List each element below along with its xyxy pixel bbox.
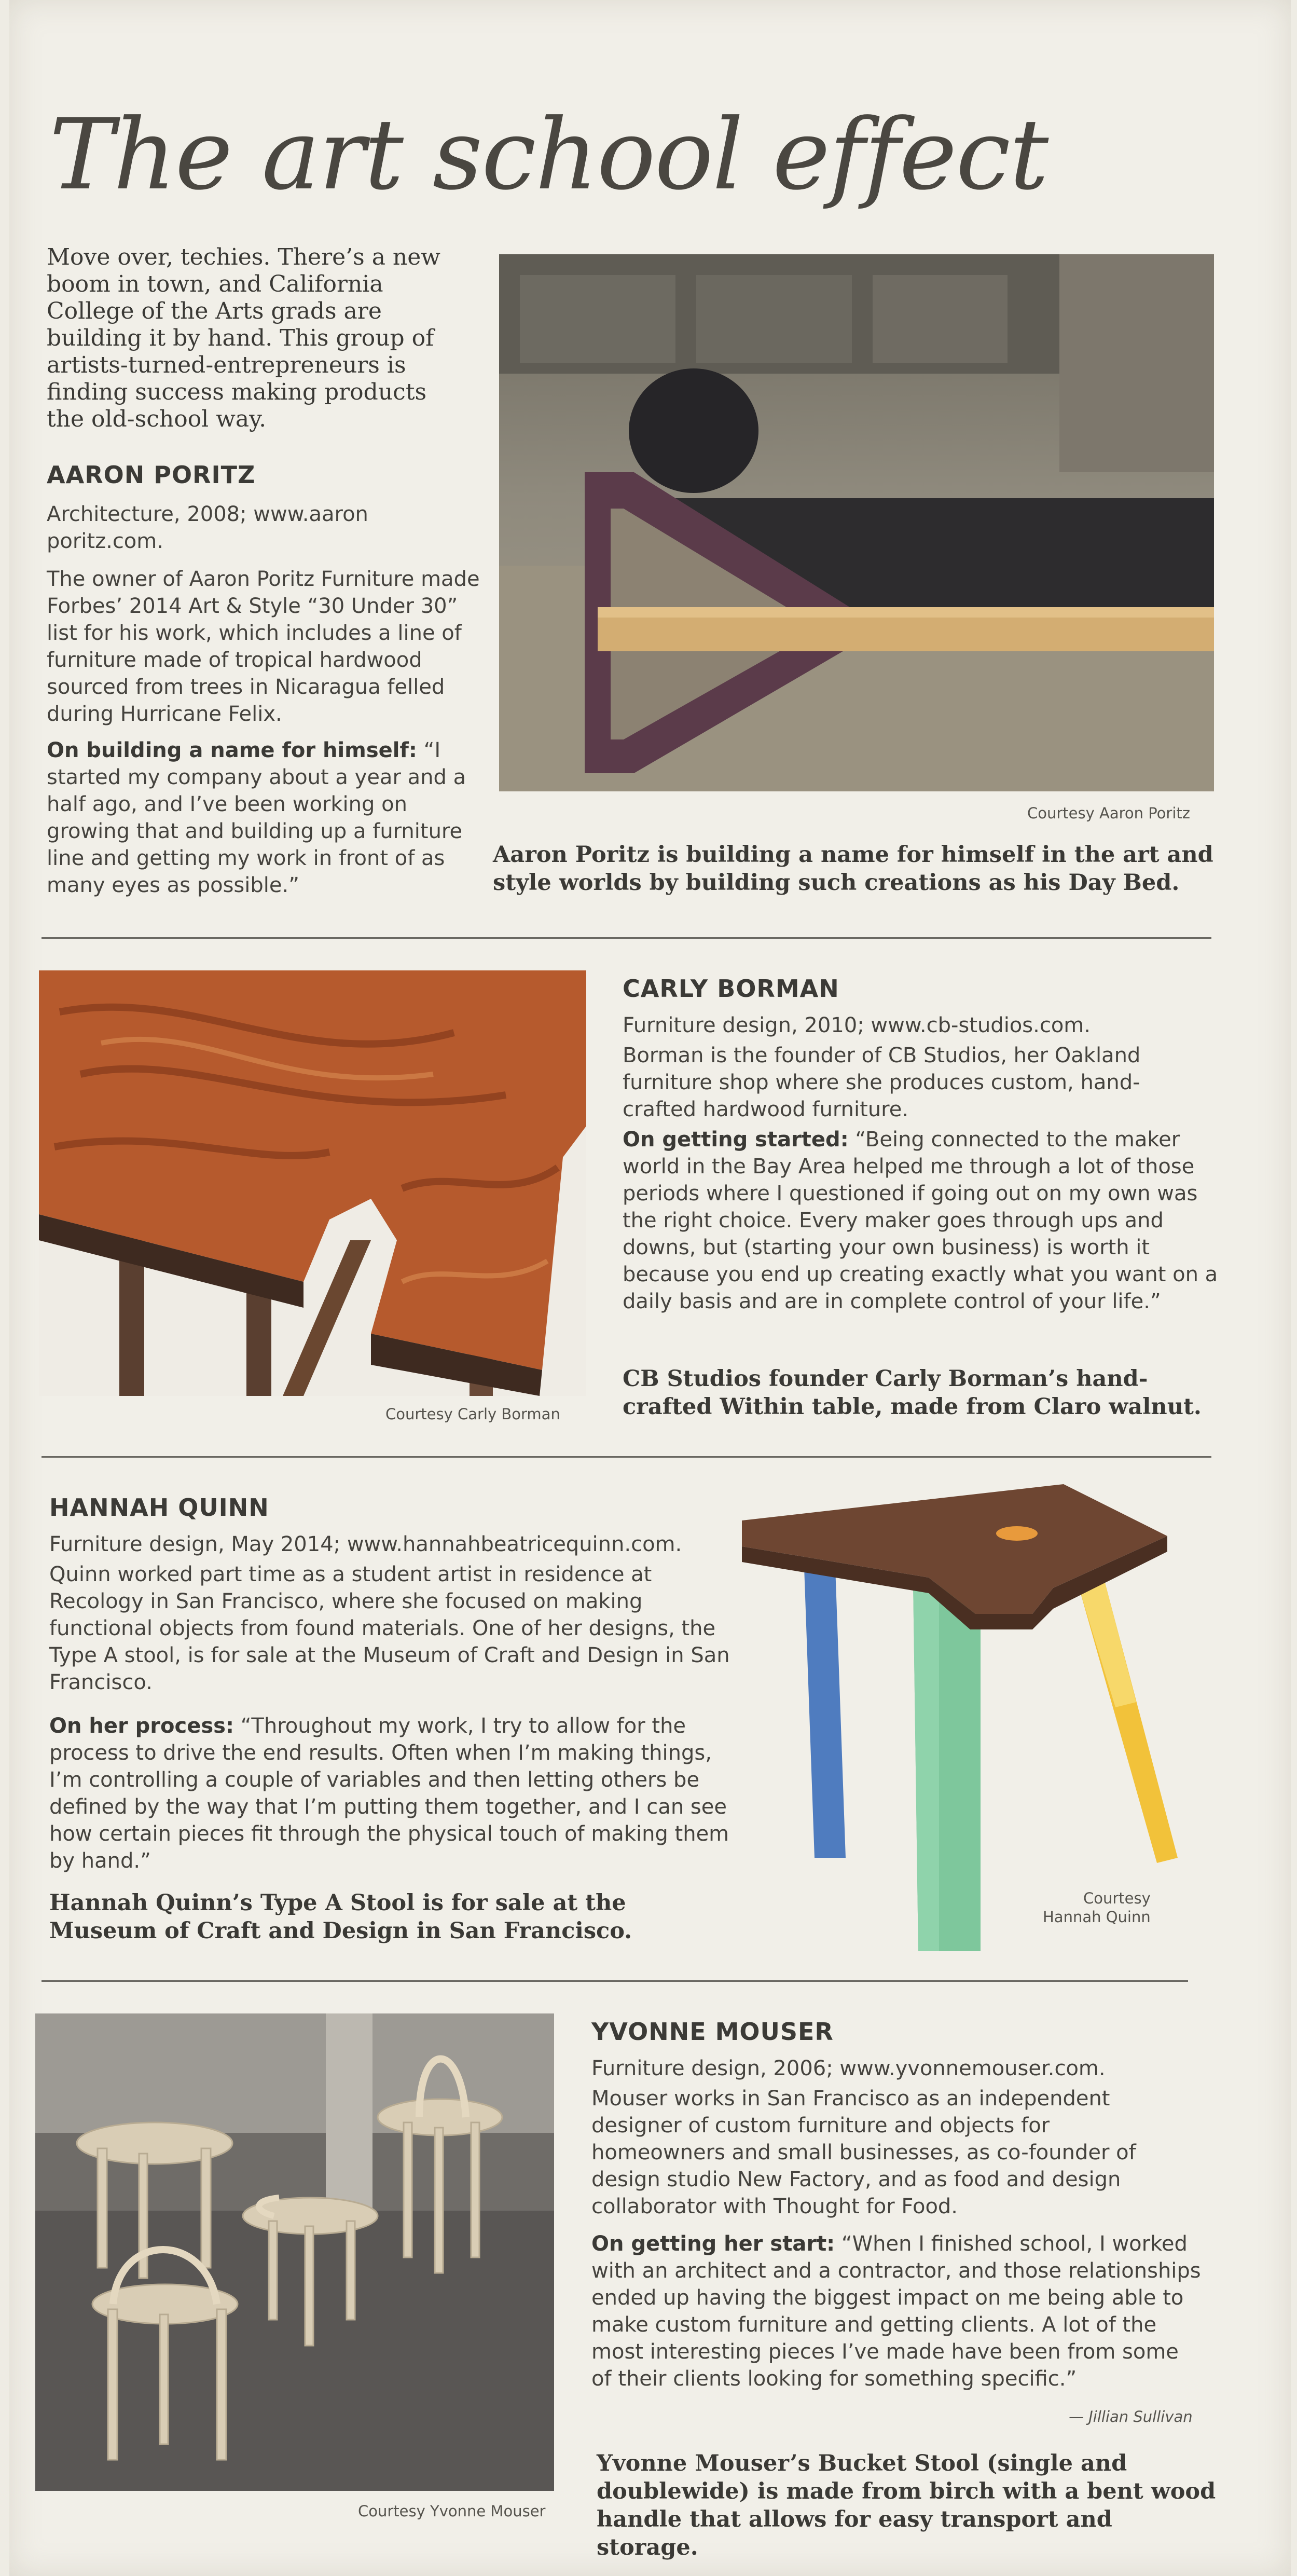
quote-text: “When I finished school, I worked with an architect and a contractor, and those relationships ended up having the biggest impact on me being able to make custom furniture and getting clients. A lot of the most interesting pieces I’ve made have been from some of their clients looking for something specific.” bbox=[591, 2232, 1201, 2391]
quote-label: On getting her start: bbox=[591, 2232, 835, 2256]
section-quote bbox=[591, 2230, 1204, 2392]
quote-text: “Being connected to the maker world in the Bay Area helped me through a lot of those periods where I questioned if going out on my own was the right choice. Every maker goes through ups and downs, but (starting your own business) is worth it because you end up creating exactly what you want on a daily basis and are in complete control of your life.” bbox=[623, 1128, 1218, 1313]
section-name-carly-borman: CARLY BORMAN bbox=[623, 975, 839, 1003]
credit-line: Courtesy bbox=[1083, 1889, 1151, 1907]
section-meta: Furniture design, 2006; www.yvonnemouser.com. bbox=[591, 2057, 1106, 2080]
section-quote bbox=[623, 1126, 1219, 1315]
photo-caption: CB Studios founder Carly Borman’s hand-crafted Within table, made from Claro walnut. bbox=[623, 1366, 1202, 1420]
byline: — Jillian Sullivan bbox=[1069, 2408, 1193, 2426]
section-meta: Furniture design, 2010; www.cb-studios.com. bbox=[623, 1013, 1091, 1037]
photo-bucket-stool bbox=[35, 2013, 554, 2491]
section-bio: Borman is the founder of CB Studios, her Oakland furniture shop where she produces custom, hand-crafted hardwood furniture. bbox=[623, 1044, 1141, 1121]
photo-within-table bbox=[39, 970, 586, 1396]
photo-caption: Hannah Quinn’s Type A Stool is for sale at the Museum of Craft and Design in San Francisco. bbox=[49, 1890, 632, 1944]
photo-credit bbox=[1043, 1889, 1151, 1926]
section-quote bbox=[47, 737, 482, 899]
photo-credit: Courtesy Carly Borman bbox=[385, 1405, 560, 1423]
section-bio: Quinn worked part time as a student artist in residence at Recology in San Francisco, where she focused on making functional objects from found materials. One of her designs, the Type A stool, is for sale at the Museum of Craft and Design in San Francisco. bbox=[49, 1563, 730, 1694]
section-bio: Mouser works in San Francisco as an independent designer of custom furniture and objects for homeowners and small businesses, as co-founder of design studio New Factory, and as food and design collaborator with Thought for Food. bbox=[591, 2087, 1136, 2218]
quote-label: On getting started: bbox=[623, 1128, 849, 1152]
section-name-yvonne-mouser: YVONNE MOUSER bbox=[591, 2018, 834, 2046]
section-quote bbox=[49, 1712, 739, 1874]
section-divider bbox=[42, 937, 1211, 939]
section-divider bbox=[42, 1456, 1211, 1458]
quote-label: On building a name for himself: bbox=[47, 738, 417, 762]
section-bio: The owner of Aaron Poritz Furniture made Forbes’ 2014 Art & Style “30 Under 30” list for his work, which includes a line of furniture made of tropical hardwood sourced from trees in Nicaragua felled during Hurricane Felix. bbox=[47, 567, 480, 726]
photo-caption: Yvonne Mouser’s Bucket Stool (single and doublewide) is made from birch with a bent wood handle that allows for easy transport and storage. bbox=[597, 2450, 1216, 2560]
credit-line: Hannah Quinn bbox=[1043, 1908, 1151, 1926]
intro-paragraph: Move over, techies. There’s a new boom in town, and California College of the Arts grads are building it by hand. This group of artists-turned-entrepreneurs is finding success making products the old-school way. bbox=[47, 244, 440, 432]
section-meta: Furniture design, May 2014; www.hannahbeatricequinn.com. bbox=[49, 1532, 682, 1556]
photo-credit: Courtesy Aaron Poritz bbox=[1027, 804, 1191, 822]
section-divider bbox=[42, 1980, 1188, 1982]
quote-text: “I started my company about a year and a half ago, and I’ve been working on growing that and building up a furniture line and getting my work in front of as many eyes as possible.” bbox=[47, 738, 466, 897]
headline: The art school effect bbox=[49, 98, 1048, 212]
section-meta: Architecture, 2008; www.aaron poritz.com. bbox=[47, 502, 368, 553]
photo-credit: Courtesy Yvonne Mouser bbox=[358, 2502, 546, 2520]
quote-label: On her process: bbox=[49, 1714, 234, 1738]
photo-day-bed bbox=[499, 254, 1214, 791]
photo-caption: Aaron Poritz is building a name for himself in the art and style worlds by building such creations as his Day Bed. bbox=[493, 842, 1213, 896]
section-name-aaron-poritz: AARON PORITZ bbox=[47, 461, 256, 489]
section-name-hannah-quinn: HANNAH QUINN bbox=[49, 1493, 269, 1522]
quote-text: “Throughout my work, I try to allow for the process to drive the end results. Often when I’m making things, I’m controlling a couple of variables and then letting others be defined by the way that I’m putting them together, and I can see how certain pieces fit through the physical touch of making them by hand.” bbox=[49, 1714, 729, 1873]
